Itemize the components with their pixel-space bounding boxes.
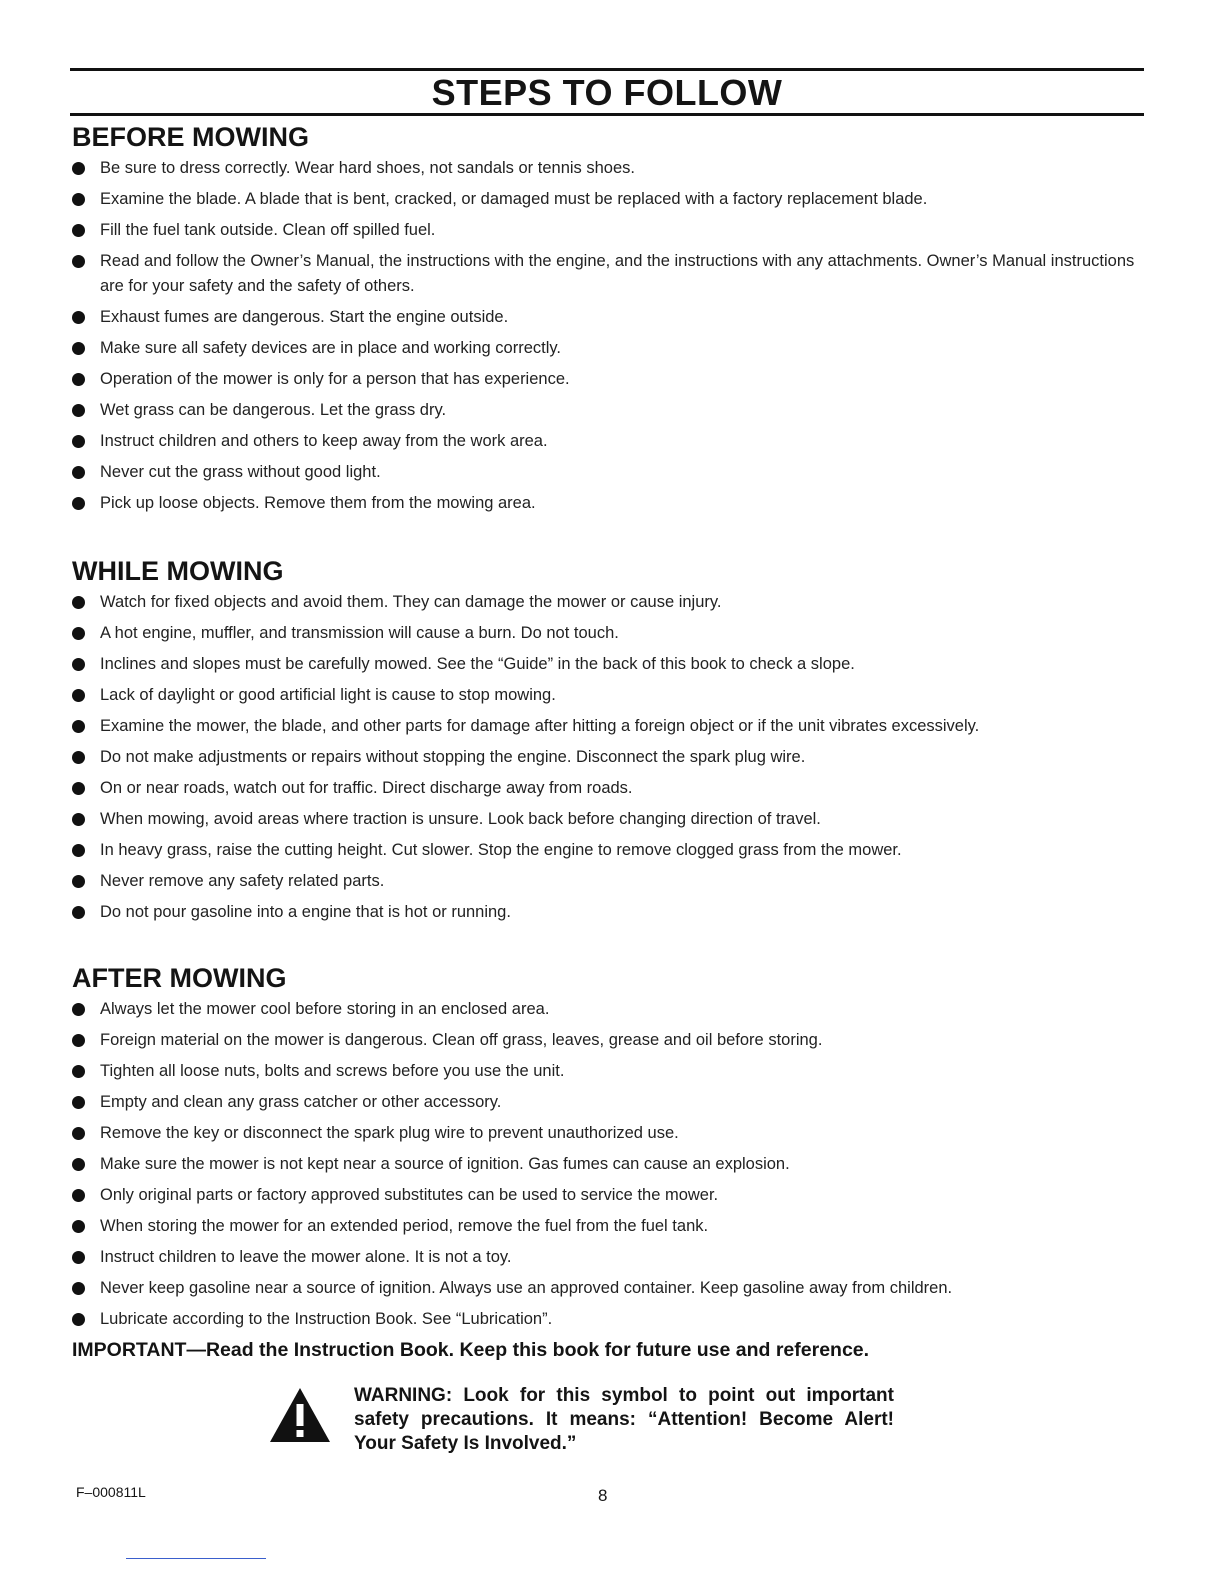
bullet-dot-icon [72, 1282, 85, 1295]
list-item-text: Fill the fuel tank outside. Clean off spilled fuel. [100, 221, 436, 239]
bullet-dot-icon [72, 311, 85, 324]
list-item [72, 1121, 1144, 1146]
after-mowing-heading: AFTER MOWING [72, 963, 287, 993]
list-item [72, 305, 1144, 330]
list-item-text: Never remove any safety related parts. [100, 872, 385, 890]
warning-text: WARNING: Look for this symbol to point out important safety precautions. It means: “Attention! Become Alert! Your Safety Is Involved.” [354, 1385, 894, 1454]
bullet-dot-icon [72, 658, 85, 671]
list-item [72, 714, 1144, 739]
list-item-text: Only original parts or factory approved substitutes can be used to service the mower. [100, 1186, 719, 1204]
list-item [72, 1276, 1144, 1301]
bullet-dot-icon [72, 224, 85, 237]
list-item-text: In heavy grass, raise the cutting height. Cut slower. Stop the engine to remove clogged grass from the mower. [100, 841, 902, 859]
list-item [72, 1214, 1144, 1239]
while-mowing-list [72, 590, 1144, 925]
list-item-text: Operation of the mower is only for a person that has experience. [100, 370, 570, 388]
bullet-dot-icon [72, 782, 85, 795]
bullet-dot-icon [72, 466, 85, 479]
warning-triangle-icon [268, 1386, 332, 1444]
before-mowing-section [72, 122, 1144, 522]
list-item [72, 776, 1144, 801]
list-item [72, 652, 1144, 677]
list-item [72, 869, 1144, 894]
list-item [72, 429, 1144, 454]
list-item-text: When mowing, avoid areas where traction is unsure. Look back before changing direction of travel. [100, 810, 821, 828]
list-item [72, 1307, 1144, 1332]
bullet-dot-icon [72, 404, 85, 417]
bullet-dot-icon [72, 627, 85, 640]
bullet-dot-icon [72, 844, 85, 857]
list-item-text: Instruct children and others to keep away from the work area. [100, 432, 548, 450]
list-item-text: Examine the blade. A blade that is bent, cracked, or damaged must be replaced with a factory replacement blade. [100, 190, 928, 208]
list-item-text: Be sure to dress correctly. Wear hard shoes, not sandals or tennis shoes. [100, 159, 635, 177]
bullet-dot-icon [72, 1158, 85, 1171]
bullet-dot-icon [72, 1220, 85, 1233]
list-item-text: A hot engine, muffler, and transmission will cause a burn. Do not touch. [100, 624, 619, 642]
list-item-text: Tighten all loose nuts, bolts and screws before you use the unit. [100, 1062, 565, 1080]
list-item [72, 249, 1144, 299]
page-title: STEPS TO FOLLOW [431, 72, 783, 113]
list-item-text: Read and follow the Owner’s Manual, the instructions with the engine, and the instructions with any attachments. Owner’s Manual instructions are for your safety and the safety of others. [100, 252, 1135, 295]
bullet-dot-icon [72, 342, 85, 355]
list-item-text: Lubricate according to the Instruction Book. See “Lubrication”. [100, 1310, 553, 1328]
bullet-dot-icon [72, 875, 85, 888]
top-rule [70, 68, 1144, 71]
bullet-dot-icon [72, 1251, 85, 1264]
list-item [72, 1183, 1144, 1208]
list-item [72, 1245, 1144, 1270]
list-item [72, 745, 1144, 770]
list-item-text: On or near roads, watch out for traffic. Direct discharge away from roads. [100, 779, 633, 797]
list-item-text: Exhaust fumes are dangerous. Start the engine outside. [100, 308, 509, 326]
list-item [72, 367, 1144, 392]
bullet-dot-icon [72, 255, 85, 268]
list-item-text: Do not pour gasoline into a engine that is hot or running. [100, 903, 511, 921]
bullet-dot-icon [72, 689, 85, 702]
list-item [72, 1090, 1144, 1115]
bullet-dot-icon [72, 751, 85, 764]
while-mowing-section [72, 556, 1144, 931]
list-item-text: Always let the mower cool before storing in an enclosed area. [100, 1000, 550, 1018]
list-item-text: Examine the mower, the blade, and other parts for damage after hitting a foreign object or if the unit vibrates excessively. [100, 717, 980, 735]
after-mowing-section [72, 963, 1144, 1338]
important-notice: IMPORTANT—Read the Instruction Book. Keep this book for future use and reference. [72, 1339, 870, 1361]
list-item [72, 156, 1144, 181]
bullet-dot-icon [72, 435, 85, 448]
document-code: F–000811L [76, 1484, 146, 1500]
list-item [72, 187, 1144, 212]
bullet-dot-icon [72, 1096, 85, 1109]
list-item-text: Foreign material on the mower is dangerous. Clean off grass, leaves, grease and oil before storing. [100, 1031, 823, 1049]
list-item-text: Empty and clean any grass catcher or other accessory. [100, 1093, 502, 1111]
while-mowing-heading: WHILE MOWING [72, 556, 284, 586]
list-item [72, 900, 1144, 925]
list-item [72, 683, 1144, 708]
bullet-dot-icon [72, 1003, 85, 1016]
list-item [72, 336, 1144, 361]
list-item [72, 218, 1144, 243]
list-item-text: Pick up loose objects. Remove them from the mowing area. [100, 494, 536, 512]
bullet-dot-icon [72, 193, 85, 206]
bullet-dot-icon [72, 1313, 85, 1326]
list-item [72, 1059, 1144, 1084]
list-item-text: Wet grass can be dangerous. Let the grass dry. [100, 401, 447, 419]
list-item-text: Inclines and slopes must be carefully mowed. See the “Guide” in the back of this book to check a slope. [100, 655, 855, 673]
list-item-text: Instruct children to leave the mower alone. It is not a toy. [100, 1248, 512, 1266]
bullet-dot-icon [72, 906, 85, 919]
bullet-dot-icon [72, 373, 85, 386]
list-item-text: Never cut the grass without good light. [100, 463, 381, 481]
bullet-dot-icon [72, 1127, 85, 1140]
list-item [72, 1152, 1144, 1177]
bullet-dot-icon [72, 1065, 85, 1078]
list-item [72, 1028, 1144, 1053]
bullet-dot-icon [72, 720, 85, 733]
list-item [72, 398, 1144, 423]
list-item [72, 997, 1144, 1022]
bullet-dot-icon [72, 162, 85, 175]
list-item-text: Make sure all safety devices are in place and working correctly. [100, 339, 561, 357]
list-item [72, 590, 1144, 615]
list-item [72, 491, 1144, 516]
list-item-text: When storing the mower for an extended period, remove the fuel from the fuel tank. [100, 1217, 709, 1235]
list-item-text: Never keep gasoline near a source of ignition. Always use an approved container. Keep gasoline away from children. [100, 1279, 953, 1297]
bullet-dot-icon [72, 1189, 85, 1202]
bullet-dot-icon [72, 497, 85, 510]
list-item-text: Do not make adjustments or repairs without stopping the engine. Disconnect the spark plug wire. [100, 748, 806, 766]
list-item-text: Make sure the mower is not kept near a source of ignition. Gas fumes can cause an explosion. [100, 1155, 790, 1173]
list-item [72, 838, 1144, 863]
list-item-text: Lack of daylight or good artificial light is cause to stop mowing. [100, 686, 556, 704]
bullet-dot-icon [72, 813, 85, 826]
list-item [72, 621, 1144, 646]
warning-block [268, 1384, 908, 1464]
list-item [72, 460, 1144, 485]
bullet-dot-icon [72, 596, 85, 609]
after-mowing-list [72, 997, 1144, 1332]
list-item-text: Watch for fixed objects and avoid them. They can damage the mower or cause injury. [100, 593, 722, 611]
list-item-text: Remove the key or disconnect the spark plug wire to prevent unauthorized use. [100, 1124, 679, 1142]
list-item [72, 807, 1144, 832]
title-underline [70, 113, 1144, 116]
before-mowing-heading: BEFORE MOWING [72, 122, 309, 152]
bottom-link-line [126, 1558, 266, 1559]
page-number: 8 [598, 1486, 608, 1505]
bullet-dot-icon [72, 1034, 85, 1047]
before-mowing-list [72, 156, 1144, 516]
